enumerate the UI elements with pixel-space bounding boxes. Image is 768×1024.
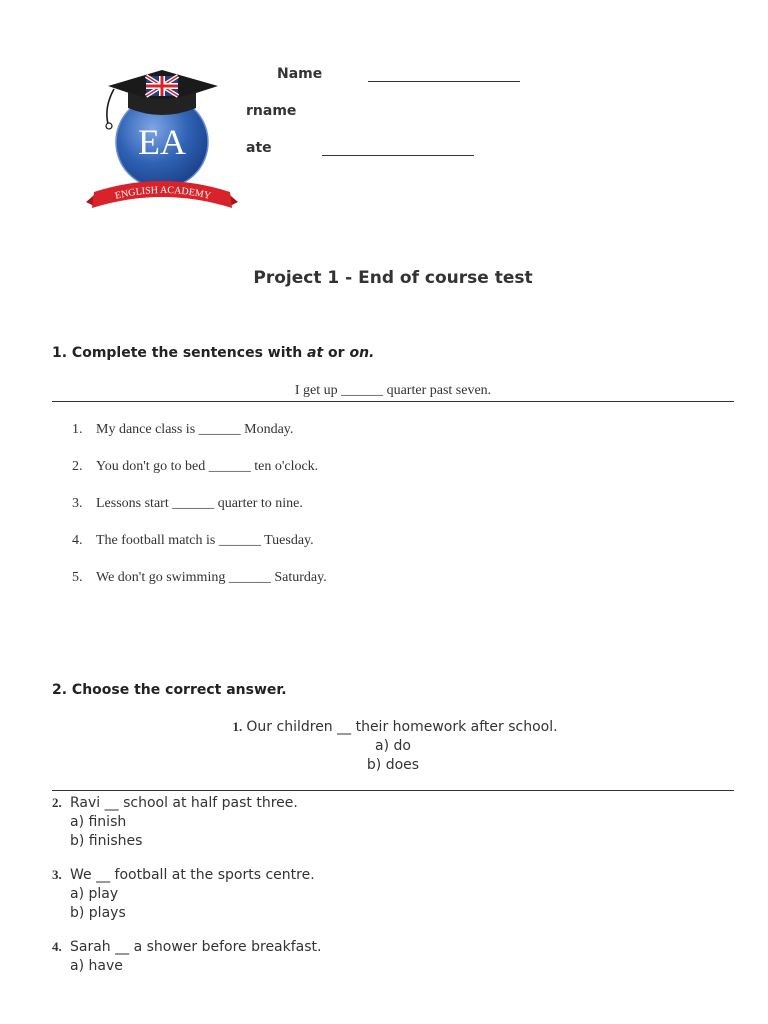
section2-item-4 [52,937,322,976]
uk-flag-icon [146,76,178,96]
english-academy-logo [80,62,245,222]
name-label: Name [277,66,323,82]
option-a: a) finish [70,814,127,830]
section1-divider [52,401,734,402]
question-text: Ravi __ school at half past three. [70,795,298,811]
item-text: The football match is ______ Tuesday. [96,533,314,548]
section2-heading: 2. Choose the correct answer. [52,682,287,698]
item-number: 3. [72,496,83,511]
logo-graphic [80,62,245,222]
item-text: We don't go swimming ______ Saturday. [96,570,327,585]
surname-label: rname [246,103,297,119]
date-field[interactable] [322,155,474,156]
question-text: Sarah __ a shower before breakfast. [70,939,322,955]
item-text: You don't go to bed ______ ten o'clock. [96,459,319,474]
item-number: 4. [52,939,62,954]
section1-heading-prefix: 1. Complete the sentences with [52,345,308,361]
question-text: Our children __ their homework after school. [246,719,558,735]
option-a: a) do [375,738,411,754]
option-b: b) does [366,757,420,773]
section1-heading-on: on. [349,345,375,361]
question-text: We __ football at the sports centre. [70,867,315,883]
option-b: b) plays [70,905,126,921]
section2-item-2 [52,793,298,851]
item-text: My dance class is ______ Monday. [96,422,294,437]
section2-item-3 [52,865,315,923]
section1-heading-or: or [323,345,350,361]
item-number: 3. [52,867,62,882]
section1-example: I get up ______ quarter past seven. [294,383,492,398]
item-text: Lessons start ______ quarter to nine. [96,496,303,511]
section1-item-5 [72,570,327,586]
section2-example [0,717,768,775]
section2-divider [52,790,734,791]
logo-ribbon-text: ENGLISH ACADEMY [113,184,213,202]
option-a: a) play [70,886,119,902]
option-a: a) have [70,958,123,974]
item-number: 1. [72,422,83,437]
example-question [0,717,768,737]
item-number: 2. [52,795,62,810]
section1-heading [52,345,374,361]
date-label: ate [246,140,272,156]
name-field[interactable] [368,81,520,82]
item-number: 2. [72,459,83,474]
section1-item-1 [72,422,293,438]
item-number: 1. [232,719,243,734]
section1-item-2 [72,459,318,475]
section1-heading-at: at [307,345,324,361]
page-title: Project 1 - End of course test [253,268,533,288]
option-b: b) finishes [70,833,143,849]
item-number: 4. [72,533,83,548]
section1-item-3 [72,496,303,512]
logo-initials: EA [138,122,186,162]
section1-item-4 [72,533,314,549]
item-number: 5. [72,570,83,585]
